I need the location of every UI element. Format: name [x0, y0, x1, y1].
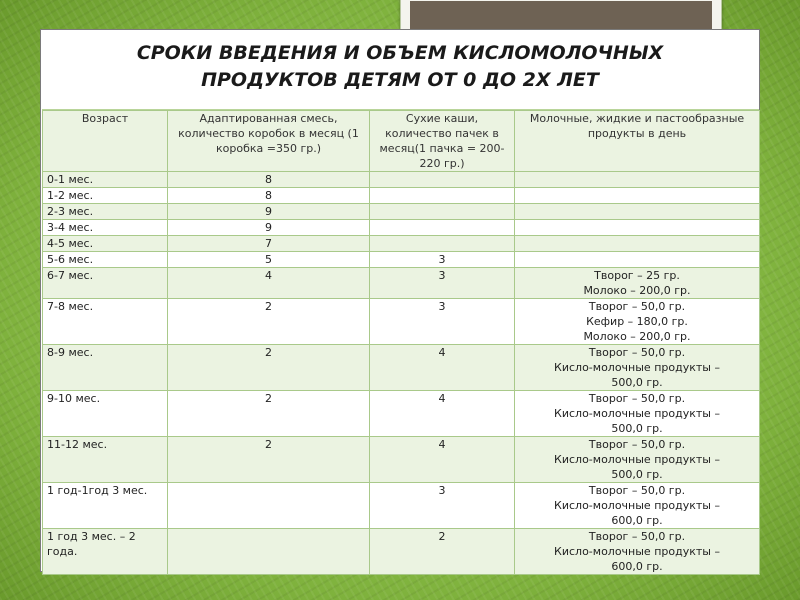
feeding-table [42, 110, 760, 575]
cell-formula-boxes: 8 [168, 188, 370, 204]
slide-title [41, 40, 759, 94]
cell-formula-boxes: 2 [168, 437, 370, 483]
table-row [43, 220, 760, 236]
table-row [43, 437, 760, 483]
cell-dairy-products [515, 437, 760, 483]
table-row [43, 188, 760, 204]
cell-dairy-products [515, 483, 760, 529]
cell-age: 6-7 мес. [43, 268, 168, 299]
feeding-table-body [43, 111, 760, 575]
cell-formula-boxes: 5 [168, 252, 370, 268]
cell-age: 4-5 мес. [43, 236, 168, 252]
dairy-line: Кисло-молочные продукты – [554, 545, 720, 558]
dairy-line: 500,0 гр. [611, 422, 663, 435]
title-line-1: СРОКИ ВВЕДЕНИЯ И ОБЪЕМ КИСЛОМОЛОЧНЫХ [136, 42, 664, 64]
cell-dairy-products [515, 172, 760, 188]
cell-porridge-packs [370, 204, 515, 220]
table-header-row [43, 111, 760, 172]
cell-age: 3-4 мес. [43, 220, 168, 236]
cell-formula-boxes: 9 [168, 220, 370, 236]
dairy-line: 500,0 гр. [611, 376, 663, 389]
cell-porridge-packs: 4 [370, 437, 515, 483]
dairy-line: Кефир – 180,0 гр. [586, 315, 688, 328]
table-row [43, 172, 760, 188]
cell-porridge-packs [370, 220, 515, 236]
title-line-2: ПРОДУКТОВ ДЕТЯМ ОТ 0 ДО 2Х ЛЕТ [201, 69, 599, 91]
cell-porridge-packs: 3 [370, 299, 515, 345]
dairy-line: Творог – 25 гр. [594, 269, 680, 282]
cell-dairy-products [515, 529, 760, 575]
dairy-line: Творог – 50,0 гр. [588, 438, 686, 451]
cell-formula-boxes: 4 [168, 268, 370, 299]
cell-dairy-products [515, 204, 760, 220]
table-row [43, 529, 760, 575]
dairy-line: 600,0 гр. [611, 560, 663, 573]
cell-age: 11-12 мес. [43, 437, 168, 483]
cell-porridge-packs [370, 188, 515, 204]
table-row [43, 252, 760, 268]
dairy-line: Творог – 50,0 гр. [588, 300, 686, 313]
cell-porridge-packs: 3 [370, 268, 515, 299]
dairy-line: Кисло-молочные продукты – [554, 499, 720, 512]
cell-dairy-products [515, 268, 760, 299]
cell-age: 1-2 мес. [43, 188, 168, 204]
header-formula: Адаптированная смесь, количество коробок в месяц (1 коробка =350 гр.) [168, 111, 370, 172]
cell-formula-boxes: 8 [168, 172, 370, 188]
cell-age: 1 год 3 мес. – 2 года. [43, 529, 168, 575]
cell-age: 5-6 мес. [43, 252, 168, 268]
table-row [43, 236, 760, 252]
header-milk: Молочные, жидкие и пастообразные продукты в день [515, 111, 760, 172]
header-age: Возраст [43, 111, 168, 172]
cell-dairy-products [515, 236, 760, 252]
table-row [43, 299, 760, 345]
table-row [43, 204, 760, 220]
dairy-line: 600,0 гр. [611, 514, 663, 527]
dairy-line: Творог – 50,0 гр. [588, 392, 686, 405]
cell-age: 9-10 мес. [43, 391, 168, 437]
dairy-line: 500,0 гр. [611, 468, 663, 481]
cell-formula-boxes: 7 [168, 236, 370, 252]
cell-age: 1 год-1год 3 мес. [43, 483, 168, 529]
dairy-line: Кисло-молочные продукты – [554, 453, 720, 466]
cell-porridge-packs: 3 [370, 483, 515, 529]
cell-dairy-products [515, 345, 760, 391]
cell-dairy-products [515, 299, 760, 345]
dairy-line: Творог – 50,0 гр. [588, 530, 686, 543]
dairy-line: Кисло-молочные продукты – [554, 407, 720, 420]
table-row [43, 483, 760, 529]
cell-formula-boxes: 2 [168, 299, 370, 345]
cell-porridge-packs: 4 [370, 345, 515, 391]
cell-porridge-packs: 2 [370, 529, 515, 575]
table-row [43, 268, 760, 299]
cell-age: 8-9 мес. [43, 345, 168, 391]
cell-age: 7-8 мес. [43, 299, 168, 345]
cell-porridge-packs [370, 172, 515, 188]
cell-formula-boxes [168, 529, 370, 575]
cell-dairy-products [515, 391, 760, 437]
header-porridge: Сухие каши, количество пачек в месяц(1 пачка = 200-220 гр.) [370, 111, 515, 172]
cell-dairy-products [515, 252, 760, 268]
cell-age: 2-3 мес. [43, 204, 168, 220]
dairy-line: Молоко – 200,0 гр. [583, 330, 691, 343]
table-row [43, 345, 760, 391]
dairy-line: Творог – 50,0 гр. [588, 484, 686, 497]
cell-formula-boxes: 2 [168, 391, 370, 437]
dairy-line: Молоко – 200,0 гр. [583, 284, 691, 297]
dairy-line: Творог – 50,0 гр. [588, 346, 686, 359]
cell-dairy-products [515, 188, 760, 204]
slide-panel [40, 29, 760, 572]
cell-formula-boxes: 2 [168, 345, 370, 391]
cell-age: 0-1 мес. [43, 172, 168, 188]
dairy-line: Кисло-молочные продукты – [554, 361, 720, 374]
feeding-table-wrap [42, 109, 759, 575]
cell-formula-boxes [168, 483, 370, 529]
cell-porridge-packs: 4 [370, 391, 515, 437]
cell-porridge-packs [370, 236, 515, 252]
cell-dairy-products [515, 220, 760, 236]
table-row [43, 391, 760, 437]
cell-formula-boxes: 9 [168, 204, 370, 220]
cell-porridge-packs: 3 [370, 252, 515, 268]
